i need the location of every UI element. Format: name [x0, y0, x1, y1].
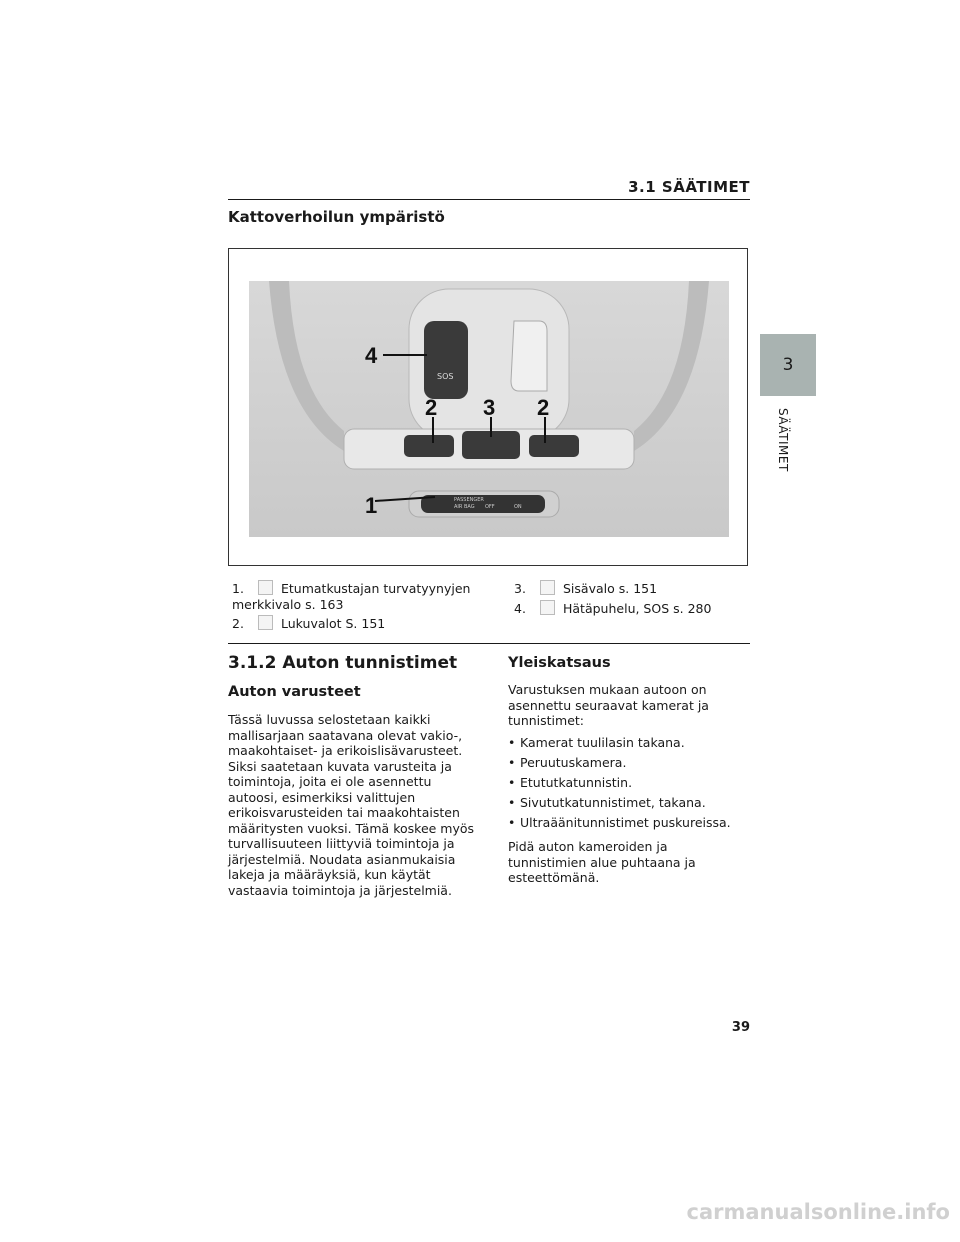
airbag-off: OFF [485, 504, 495, 510]
list-item: • Peruutuskamera. [508, 755, 748, 775]
list-item: • Ultraäänitunnistimet puskureissa. [508, 815, 748, 835]
sos-button [424, 321, 468, 399]
reading-light-right [529, 435, 579, 457]
airbag-label-1: PASSENGER [454, 497, 484, 503]
callout-1: 1 [365, 493, 378, 518]
list-item: • Etututkatunnistin. [508, 775, 748, 795]
equipment-body: Tässä luvussa selostetaan kaikki mallisarjaan saatavana olevat vakio-, maakohtaiset- ja erikoislisävarusteet. Siksi saatetaan kuvata varusteita ja toimintoja, joita ei ole asennettu autoosi, esimerkiksi valittujen erikoisvarusteiden tai maakohtaisten määritysten vuoksi. Tämä koskee myös turvallisuuteen liittyviä toimintoja ja järjestelmiä. Noudata asianmukaisia lakeja ja määräyksiä, kun käytät vastaavia toimintoja ja järjestelmiä. [228, 712, 475, 898]
divider [228, 643, 750, 644]
overview-heading: Yleiskatsaus [508, 655, 611, 671]
callout-2-left: 2 [425, 395, 438, 420]
sos-label: SOS [437, 372, 454, 381]
sensors-heading: 3.1.2 Auton tunnistimet [228, 653, 458, 673]
chapter-tab[interactable] [760, 334, 816, 396]
headliner-figure [228, 248, 748, 566]
airbag-label-2: AIR BAG [454, 504, 475, 510]
callout-2-right: 2 [537, 395, 550, 420]
section-title: Kattoverhoilun ympäristö [228, 208, 445, 226]
callout-4: 4 [365, 343, 378, 368]
chapter-number: 3 [782, 355, 794, 375]
equipment-heading: Auton varusteet [228, 684, 361, 700]
overview-outro: Pidä auton kameroiden ja tunnistimien alue puhtaana ja esteettömänä. [508, 839, 696, 885]
section-header: 3.1 SÄÄTIMET [228, 178, 750, 200]
list-item: • Kamerat tuulilasin takana. [508, 735, 748, 755]
callout-3: 3 [483, 395, 496, 420]
page-number: 39 [731, 1020, 750, 1035]
caption-3: 3. Sisävalo s. 151 [514, 581, 658, 596]
caption-2: 2. Lukuvalot S. 151 [232, 616, 386, 631]
sos-icon [540, 600, 555, 615]
caption-1: 1. Etumatkustajan turvatyynyjen merkkivalo s. 163 [232, 581, 471, 612]
reading-light-left [404, 435, 454, 457]
chapter-label: SÄÄTIMET [776, 408, 790, 472]
reading-light-icon [258, 615, 273, 630]
airbag-on: ON [514, 504, 522, 510]
airbag-indicator-icon [258, 580, 273, 595]
overview-intro: Varustuksen mukaan autoon on asennettu seuraavat kamerat ja tunnistimet: [508, 682, 709, 728]
watermark: carmanualsonline.info [686, 1200, 950, 1224]
list-item: • Sivututkatunnistimet, takana. [508, 795, 748, 815]
headliner-illustration [249, 281, 729, 537]
interior-light-icon [540, 580, 555, 595]
sensor-list [508, 735, 748, 835]
caption-4: 4. Hätäpuhelu, SOS s. 280 [514, 601, 712, 616]
